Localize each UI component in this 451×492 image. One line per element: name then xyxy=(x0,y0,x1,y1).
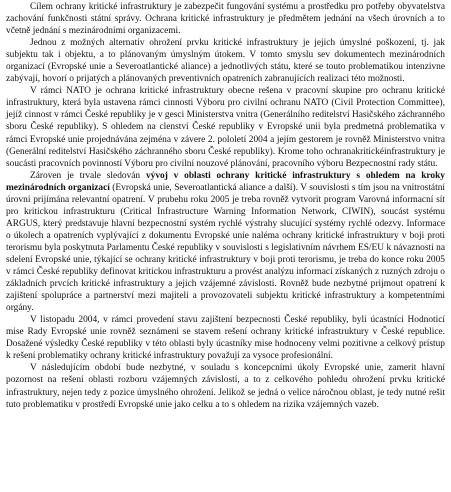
bold-text: vývoj v oblasti ochrany kritické infrastruktury s ohledem na kroky mezinárodních organizací xyxy=(6,170,445,193)
paragraph-4 xyxy=(6,170,445,315)
paragraph-text: Cílem ochrany kritické infrastruktury je zabezpečit fungování systému a prostředku pro potřeby obyvatelstva zachování funkčnosti státní správy. Ochrana kritické infrastruktury je předmětem jednání na všech úrovních a to včetně jednání s mezinárodními organizacemi. xyxy=(6,2,445,37)
paragraph-text: Zároven je trvale sledován xyxy=(30,170,146,181)
paragraph-text: V listopadu 2004, v rámci provedení stavu zajištení bezpecnosti České republiky, byli úcastníci Hodnoticí mise Rady Evropské unie rovněž seznámeni se stavem rešení ochrany kritické infrastruktury v České republice. Dosažené výsledky České republiky v této oblasti byly úcastníky mise hodnoceny velmi pozitivne a celkový prístup k rešení problematiky ochrany kritické infrastruktury považují za vysoce profesionální. xyxy=(6,315,445,362)
paragraph-5 xyxy=(6,314,445,362)
paragraph-text: (Evropská unie, Severoatlantická aliance a další). V souvislosti s tím jsou na vnitrostátní úrovni prijímána relevantní opatrení. V prubehu roku 2005 je treba rovněž vytvorit program Varovná informacní sít pro kritickou infrastrukturu (Critical Infrastructure Warning Information Network, CIWIN), soucást systému ARGUS, který predstavuje hlavní bezpecnostní systém rychlé výstrahy slucující systémy rychlé odezvy. Informace o úkolech a opatreních vyplývající z dokumentu Evropské unie naléma ochrany kritické infrastruktury v boji proti terorismu byla poskytnuta Parlamentu České republiky v souvislosti s legislativním návrhem ES/EU k návaznosti na sdelení Evropské unie, týkající se ochrany kritické infrastruktury v boji proti terorismu, je treba do konce roku 2005 v rámci České republiky definovat kritickou infrastrukturu a provést analýzu informací získaných z ruzných zdroju o základních prvcích kritické infrastruktury a jejich vzájemné závislosti. Rovněž bude nezbytné prijmout opatrení k zajištení spolupráce a partnerství mezi majiteli a provozovateli subjektu kritické infrastruktury a kompetentními orgány. xyxy=(6,182,445,314)
paragraph-2 xyxy=(6,37,445,85)
paragraph-text: Jednou z možných alternativ ohrožení prvku kritické infrastruktury je jejich úmyslné poškození, tj. jak subjektu tak i objektu, a to plánovaným úmyslným útokem. V tomto smyslu sev dokumentech mezinárodních organizací (Evropské unie a Severoatlantické aliance) a jednotlivých státu, které se touto problematikou intenzivne zabývají, hovorí o prijatých a plánovaných preventivních opatreních zabranujících realizaci této možnosti. xyxy=(6,38,445,85)
paragraph-1 xyxy=(6,1,445,37)
paragraph-6 xyxy=(6,362,445,410)
paragraph-3 xyxy=(6,85,445,169)
document-body xyxy=(6,1,445,411)
paragraph-text: V následujícím období bude nezbytné, v souladu s koncepcními úkoly Evropské unie, zamerit hlavní pozornost na rešení oblasti rozboru vzájemných závislostí, a to z celkového pohledu ohrožení prvku kritické infrastruktury, nejen tedy z pozice úmyslného ohrožení. Jelikož se jedná o velice náročnou oblast, je tedy nutné rešit tuto problematiku v prostředí Evropské unie jako celku a to s ohledem na rizika vzájemných vazeb. xyxy=(6,363,445,410)
paragraph-text: V rámci NATO je ochrana kritické infrastruktury obecne rešena v pracovní skupine pro ochranu kritické infrastruktury, která byla ustavena rámci cinnosti Výboru pro civilní ochranu NATO (Civil Protection Committee), jejíž cinnost v rámci České republiky je v gesci Ministerstva vnitra (Generálního reditelství Hasičského záchranného sboru České republiky). S ohledem na clenství České republiky v Evropské unii byla predmetná problematika v rámci Evropské unie projednávána zejména v závere 2. pololetí 2004 a jejím gestorem je rovněž Ministerstvo vnitra (Generální reditelství Hasičského záchranného sboru České republiky). Krome toho ochranakritickéinfrastruktury je soucásti pracovních povinností Výboru pro civilní nouzové plánování, pracovního výboru Bezpecnostní rady státu. xyxy=(6,86,445,169)
